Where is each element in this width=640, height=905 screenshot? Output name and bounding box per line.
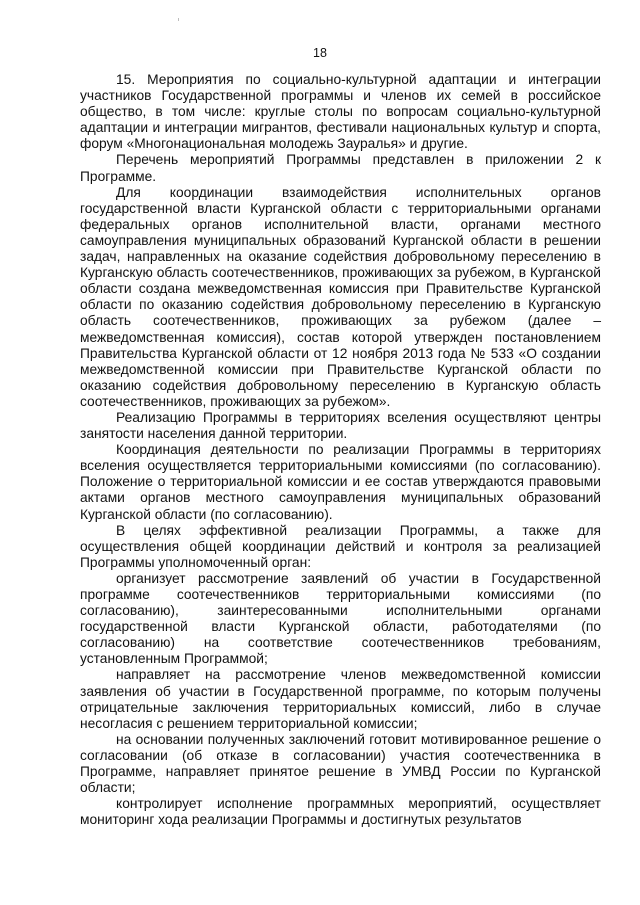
paragraph-interagency-commission: Для координации взаимодействия исполнительных органов государственной власти Курганской области с территориальными органами федеральных органов исполнительной власти, органами местного самоуправления муниципальных образований Курганской области в решении задач, направленных на оказание содействия добровольному переселению в Курганскую область соотечественников, проживающих за рубежом, в Курганской области создана межведомственная комиссия при Правительстве Курганской области по оказанию содействия добровольному переселению в Курганскую область соотечественников, проживающих за рубежом (далее – межведомственная комиссия), состав которой утвержден постановлением Правительства Курганской области от 12 ноября 2013 года № 533 «О создании межведомственной комиссии при Правительстве Курганской области по оказанию содействия добровольному переселению в Курганскую область соотечественников, проживающих за рубежом». — [80, 184, 601, 409]
paragraph-item-15-cultural-adaptation: 15. Мероприятия по социально-культурной адаптации и интеграции участников Государственной программы и членов их семей в российское общество, в том числе: круглые столы по вопросам социально-культурной адаптации и интеграции мигрантов, фестивали национальных культур и спорта, форум «Многонациональная молодежь Зауралья» и другие. — [80, 72, 601, 152]
scan-artifact-mark — [178, 18, 179, 21]
paragraph-authorized-body-intro: В целях эффективной реализации Программы, а также для осуществления общей координации действий и контроля за реализацией Программы уполномоченный орган: — [80, 522, 601, 570]
paragraph-territorial-commissions: Координация деятельности по реализации Программы в территориях вселения осуществляется территориальными комиссиями (по согласованию). Положение о территориальной комиссии и ее состав утверждаются правовыми актами органов местного самоуправления муниципальных образований Курганской области (по согласованию). — [80, 442, 601, 522]
page-number: 18 — [313, 46, 327, 60]
paragraph-sends-for-review: направляет на рассмотрение членов межведомственной комиссии заявления об участии в Государственной программе, по которым получены отрицательные заключения территориальных комиссий, либо в случае несогласия с решением территориальной комиссии; — [80, 667, 601, 731]
paragraph-activities-list-reference: Перечень мероприятий Программы представлен в приложении 2 к Программе. — [80, 152, 601, 184]
paragraph-organizes-review: организует рассмотрение заявлений об участии в Государственной программе соотечественников территориальными комиссиями (по согласованию), заинтересованными исполнительными органами государственной власти Курганской области, работодателями (по согласованию) на соответствие соотечественников требованиям, установленным Программой; — [80, 570, 601, 667]
paragraph-prepares-decision: на основании полученных заключений готовит мотивированное решение о согласовании (об отказе в согласовании) участия соотечественника в Программе, направляет принятое решение в УМВД России по Курганской области; — [80, 731, 601, 796]
paragraph-employment-centers: Реализацию Программы в территориях вселения осуществляют центры занятости населения данной территории. — [80, 409, 601, 442]
paragraph-monitors-implementation: контролирует исполнение программных мероприятий, осуществляет мониторинг хода реализации Программы и достигнутых результатов — [80, 796, 601, 828]
document-body — [80, 72, 601, 828]
